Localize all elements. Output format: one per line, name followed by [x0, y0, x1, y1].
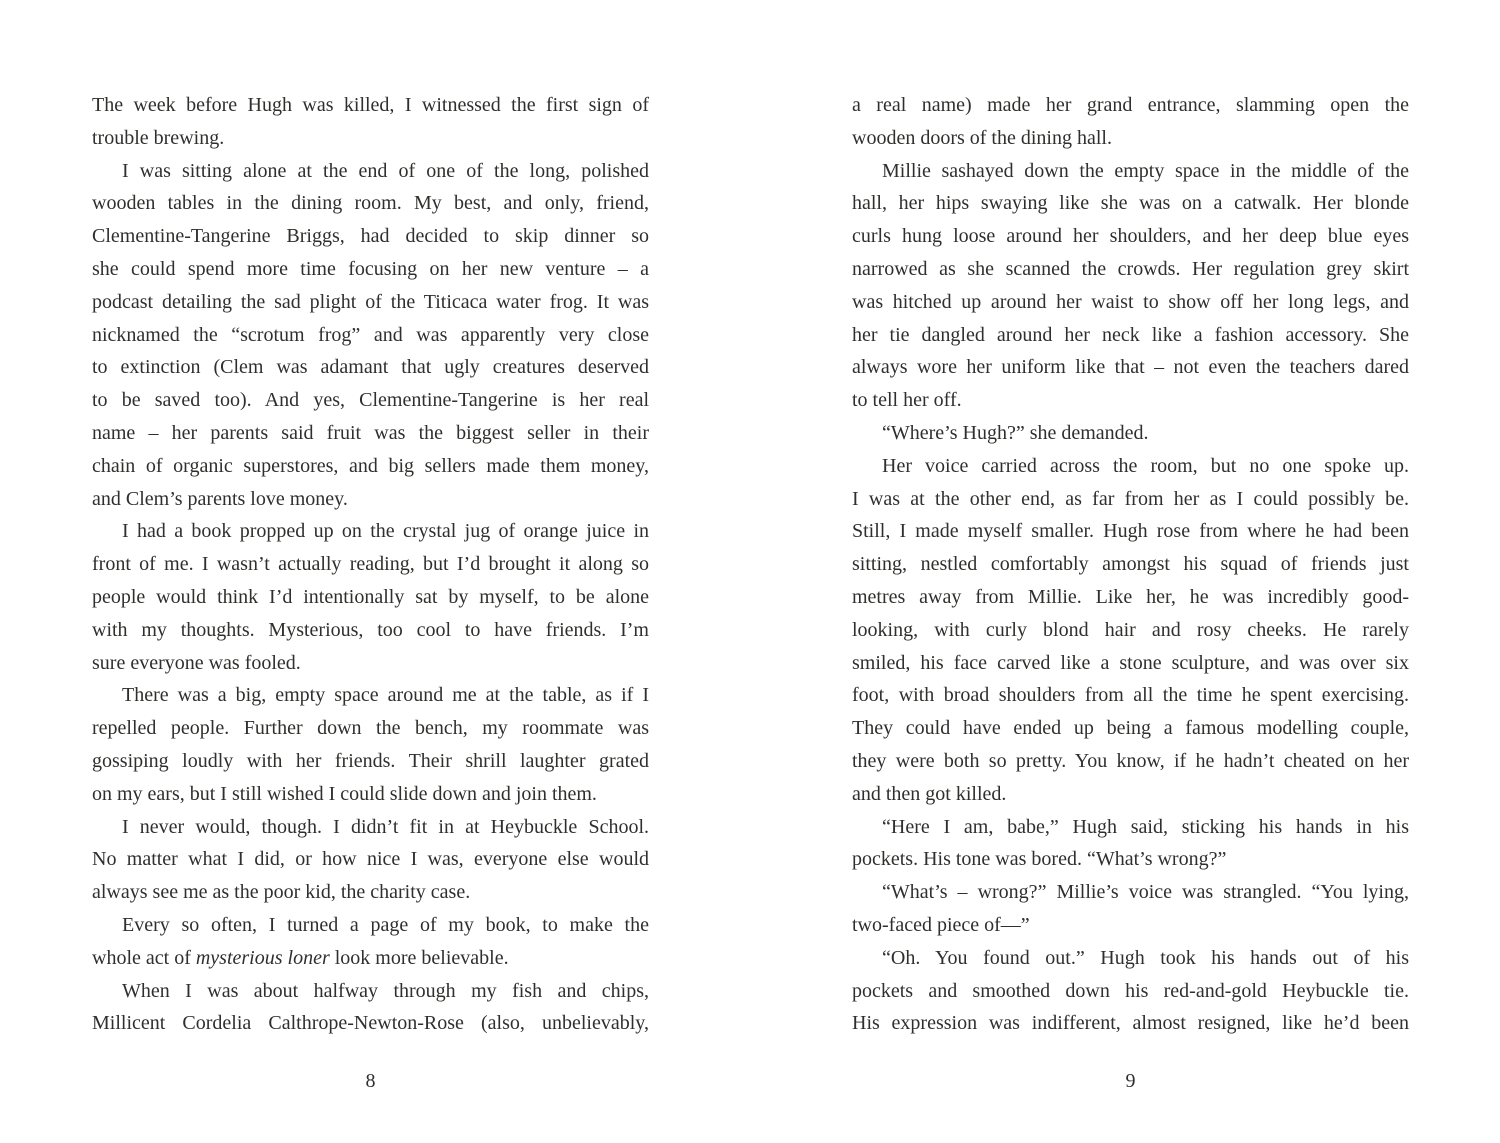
text-line: [852, 975, 1409, 1008]
text-line: [92, 614, 649, 647]
text-segment: “What’s – wrong?” Millie’s voice was strangled. “You lying,: [882, 881, 1409, 904]
text-segment: trouble brewing.: [92, 126, 225, 149]
text-line: [92, 187, 649, 220]
text-segment: looking, with curly blond hair and rosy cheeks. He rarely: [852, 618, 1409, 641]
text-segment: The week before Hugh was killed, I witnessed the first sign of: [92, 94, 649, 116]
text-line: [92, 253, 649, 286]
text-line: [92, 319, 649, 352]
text-segment: Every so often, I turned a page of my book, to make the: [122, 913, 649, 936]
text-line: [852, 843, 1409, 876]
text-segment: “Oh. You found out.” Hugh took his hands out of his: [882, 946, 1409, 969]
text-line: [92, 155, 649, 188]
text-segment: a real name) made her grand entrance, slamming open the: [852, 94, 1409, 116]
text-segment: wooden doors of the dining hall.: [852, 126, 1112, 149]
text-line: [92, 351, 649, 384]
text-segment: When I was about halfway through my fish and chips,: [122, 979, 649, 1002]
text-segment: Her voice carried across the room, but no one spoke up.: [882, 454, 1409, 477]
text-line: [92, 1007, 649, 1040]
text-segment: No matter what I did, or how nice I was, everyone else would: [92, 848, 649, 871]
text-line: [852, 122, 1409, 155]
text-line: [92, 515, 649, 548]
text-segment: and then got killed.: [852, 782, 1007, 805]
text-line: [852, 745, 1409, 778]
text-segment: she could spend more time focusing on her new venture – a: [92, 257, 649, 280]
text-line: [92, 647, 649, 680]
text-line: [852, 712, 1409, 745]
text-segment: smiled, his face carved like a stone sculpture, and was over six: [852, 651, 1409, 674]
text-line: [92, 581, 649, 614]
text-segment: They could have ended up being a famous modelling couple,: [852, 717, 1409, 740]
text-segment: His expression was indifferent, almost resigned, like he’d been: [852, 1012, 1409, 1035]
text-segment: with my thoughts. Mysterious, too cool to have friends. I’m: [92, 618, 649, 641]
text-line: [92, 548, 649, 581]
page-number-right: 9: [1125, 1070, 1136, 1093]
text-segment: name – her parents said fruit was the biggest seller in their: [92, 421, 649, 444]
text-line: [92, 745, 649, 778]
text-line: [852, 614, 1409, 647]
text-line: [852, 89, 1409, 122]
text-line: [852, 187, 1409, 220]
text-segment: whole act of: [92, 946, 196, 969]
text-segment: her tie dangled around her neck like a fashion accessory. She: [852, 323, 1409, 346]
text-segment: There was a big, empty space around me at the table, as if I: [122, 684, 649, 707]
text-segment: front of me. I wasn’t actually reading, but I’d brought it along so: [92, 553, 649, 576]
text-line: [92, 417, 649, 450]
text-line: [92, 286, 649, 319]
text-line: [92, 450, 649, 483]
text-segment: Millicent Cordelia Calthrope-Newton-Rose (also, unbelievably,: [92, 1012, 649, 1035]
text-line: [852, 319, 1409, 352]
text-line: [852, 647, 1409, 680]
text-line: [852, 942, 1409, 975]
text-segment: curls hung loose around her shoulders, and her deep blue eyes: [852, 225, 1409, 248]
text-line: [92, 220, 649, 253]
text-segment: to be saved too). And yes, Clementine-Tangerine is her real: [92, 389, 649, 412]
page-right-text: [852, 89, 1409, 1040]
italic-text: mysterious loner: [195, 946, 330, 969]
text-segment: repelled people. Further down the bench, my roommate was: [92, 717, 649, 740]
page-number-left: 8: [365, 1070, 376, 1093]
text-line: [92, 483, 649, 516]
text-line: [852, 384, 1409, 417]
text-segment: wooden tables in the dining room. My best, and only, friend,: [92, 192, 649, 215]
text-segment: always wore her uniform like that – not even the teachers dared: [852, 356, 1409, 379]
text-segment: they were both so pretty. You know, if he hadn’t cheated on her: [852, 749, 1409, 772]
text-segment: narrowed as she scanned the crowds. Her regulation grey skirt: [852, 257, 1409, 280]
text-segment: I had a book propped up on the crystal jug of orange juice in: [122, 520, 649, 543]
text-segment: pockets and smoothed down his red-and-gold Heybuckle tie.: [852, 979, 1409, 1002]
text-segment: hall, her hips swaying like she was on a catwalk. Her blonde: [852, 192, 1409, 215]
page-left: [92, 89, 649, 1094]
text-line: [852, 286, 1409, 319]
text-segment: was hitched up around her waist to show off her long legs, and: [852, 290, 1409, 313]
text-line: [92, 89, 649, 122]
text-line: [852, 450, 1409, 483]
text-segment: Still, I made myself smaller. Hugh rose from where he had been: [852, 520, 1409, 543]
text-line: [852, 909, 1409, 942]
text-segment: and Clem’s parents love money.: [92, 487, 348, 510]
text-segment: nicknamed the “scrotum frog” and was apparently very close: [92, 323, 649, 346]
text-segment: sitting, nestled comfortably amongst his squad of friends just: [852, 553, 1409, 576]
text-line: [852, 679, 1409, 712]
text-segment: pockets. His tone was bored. “What’s wrong?”: [852, 848, 1227, 871]
text-line: [852, 253, 1409, 286]
text-segment: to tell her off.: [852, 389, 962, 412]
text-segment: podcast detailing the sad plight of the Titicaca water frog. It was: [92, 290, 649, 313]
text-segment: sure everyone was fooled.: [92, 651, 301, 674]
text-line: [92, 122, 649, 155]
text-segment: always see me as the poor kid, the charity case.: [92, 881, 471, 904]
text-segment: look more believable.: [329, 946, 509, 969]
text-line: [92, 679, 649, 712]
text-line: [852, 876, 1409, 909]
text-segment: chain of organic superstores, and big sellers made them money,: [92, 454, 649, 477]
text-line: [852, 220, 1409, 253]
text-line: [852, 351, 1409, 384]
page-left-text: [92, 89, 649, 1040]
text-segment: “Here I am, babe,” Hugh said, sticking his hands in his: [882, 815, 1409, 838]
text-segment: people would think I’d intentionally sat by myself, to be alone: [92, 585, 649, 608]
text-line: [92, 876, 649, 909]
text-line: [852, 417, 1409, 450]
text-segment: Millie sashayed down the empty space in the middle of the: [882, 159, 1409, 182]
text-segment: to extinction (Clem was adamant that ugly creatures deserved: [92, 356, 649, 379]
text-line: [92, 909, 649, 942]
text-segment: foot, with broad shoulders from all the time he spent exercising.: [852, 684, 1409, 707]
text-segment: “Where’s Hugh?” she demanded.: [882, 421, 1149, 444]
text-line: [92, 778, 649, 811]
text-line: [852, 155, 1409, 188]
text-segment: Clementine-Tangerine Briggs, had decided to skip dinner so: [92, 225, 649, 248]
text-line: [852, 1007, 1409, 1040]
text-segment: I never would, though. I didn’t fit in at Heybuckle School.: [122, 815, 649, 838]
text-segment: I was sitting alone at the end of one of the long, polished: [122, 159, 649, 182]
text-line: [92, 843, 649, 876]
text-line: [852, 483, 1409, 516]
text-segment: two-faced piece of—”: [852, 913, 1030, 936]
text-line: [92, 975, 649, 1008]
text-segment: I was at the other end, as far from her as I could possibly be.: [852, 487, 1409, 510]
text-line: [852, 548, 1409, 581]
text-line: [852, 811, 1409, 844]
text-line: [852, 581, 1409, 614]
text-segment: metres away from Millie. Like her, he was incredibly good-: [852, 585, 1409, 608]
text-line: [92, 942, 649, 975]
text-line: [852, 515, 1409, 548]
text-segment: gossiping loudly with her friends. Their shrill laughter grated: [92, 749, 649, 772]
text-line: [92, 712, 649, 745]
text-line: [92, 811, 649, 844]
page-right: [852, 89, 1409, 1094]
text-segment: on my ears, but I still wished I could slide down and join them.: [92, 782, 597, 805]
text-line: [852, 778, 1409, 811]
text-line: [92, 384, 649, 417]
